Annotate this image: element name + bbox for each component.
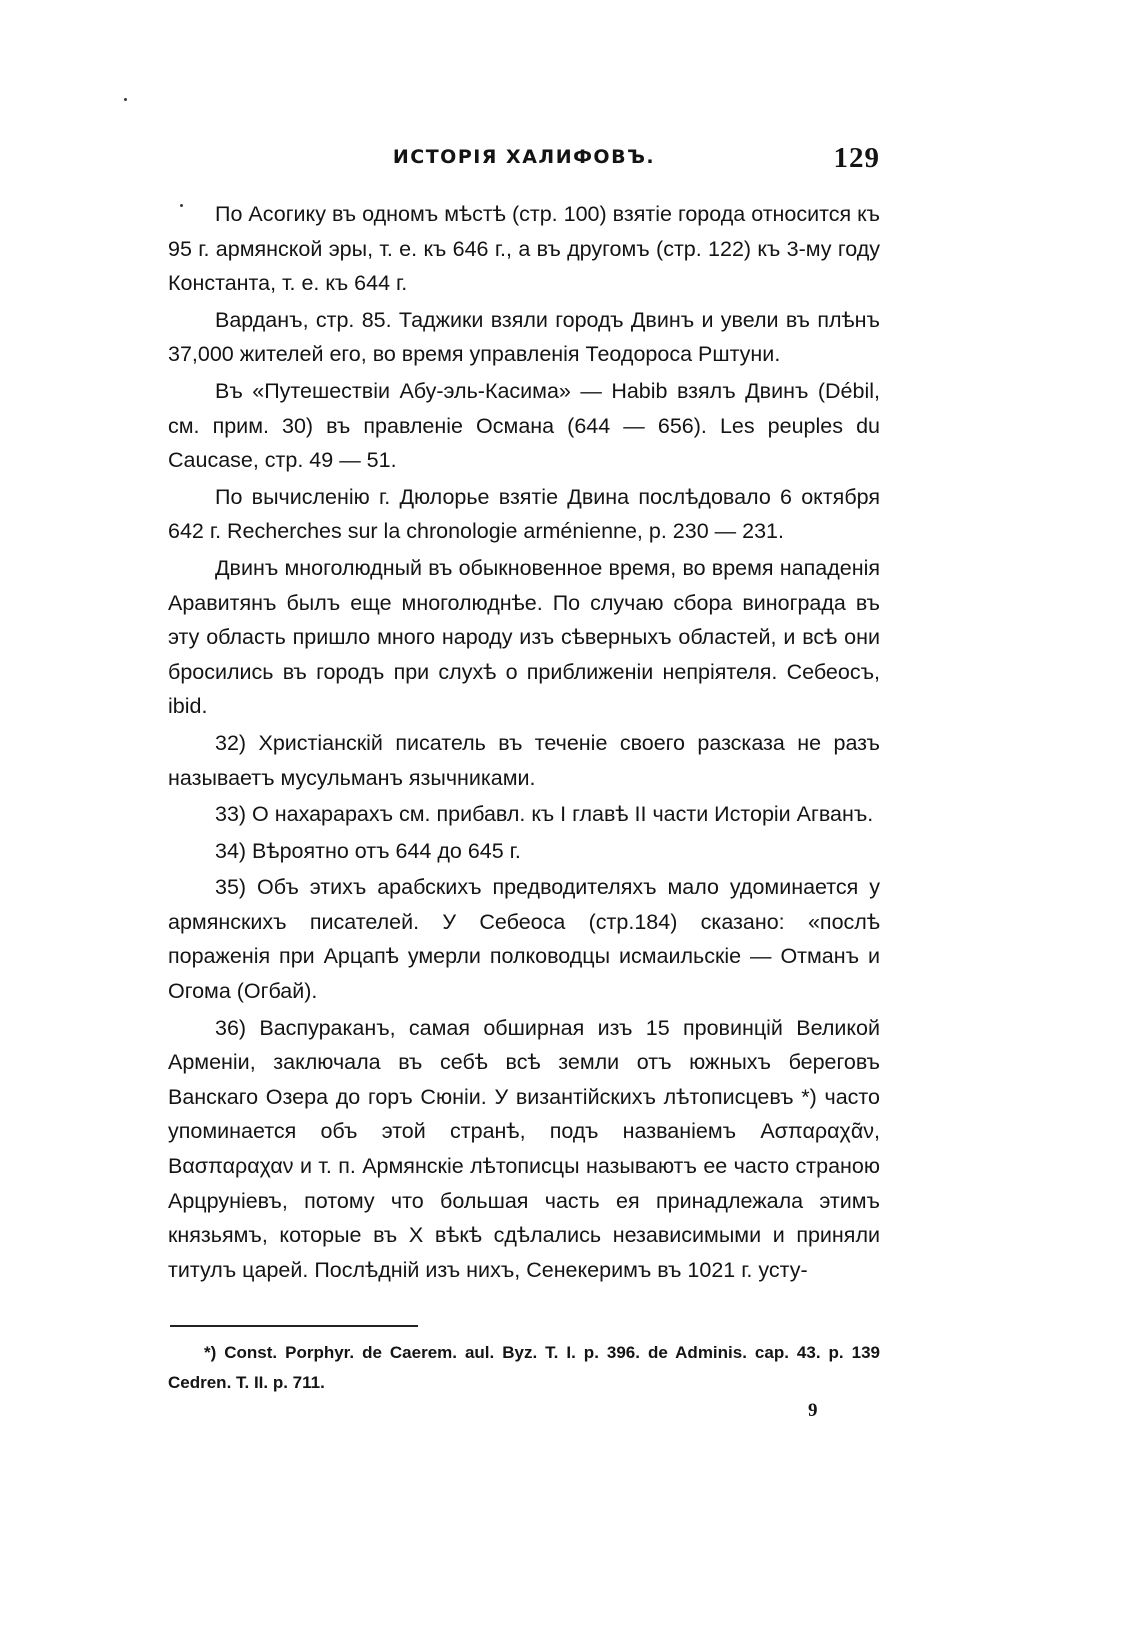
footnote: *) Const. Porphyr. de Caerem. aul. Byz. T. I. p. 396. de Adminis. cap. 43. p. 139 Cedren. T. II. p. 711. [168, 1343, 880, 1392]
note-paragraph: 34) Вѣроятно отъ 644 до 645 г. [215, 838, 521, 863]
paragraph: По Асогику въ одномъ мѣстѣ (стр. 100) взятіе города относится къ 95 г. армянской эры, т. е. къ 646 г., а въ другомъ (стр. 122) къ 3-му году Константа, т. е. къ 644 г. [168, 202, 880, 296]
footnote-rule [170, 1325, 418, 1327]
paragraph: Въ «Путешествіи Абу-эль-Касима» — Habib взялъ Двинъ (Débil, см. прим. 30) въ правленіе Османа (644 — 656). Les peuples du Caucase, стр. 49 — 51. [168, 378, 880, 473]
running-head [168, 142, 880, 178]
note-paragraph: 33) О нахарарахъ см. прибавл. къ I главѣ II части Исторіи Агванъ. [215, 802, 874, 827]
paragraph: Двинъ многолюдный въ обыкновенное время, во время нападенія Аравитянъ былъ еще многолюднѣе. По случаю сбора винограда въ эту область пришло много народу изъ сѣверныхъ областей, и всѣ они бросились въ городъ при слухѣ о приближеніи непріятеля. Себеосъ, ibid. [168, 555, 880, 719]
paragraph: По вычисленію г. Дюлорье взятіе Двина послѣдовало 6 октября 642 г. Recherches sur la chronologie arménienne, p. 230 — 231. [168, 484, 880, 544]
body-text [168, 197, 880, 1289]
note-paragraph: 36) Васпураканъ, самая обширная изъ 15 провинцій Великой Арменіи, заключала въ себѣ всѣ земли отъ южныхъ береговъ Ванскаго Озера до горъ Сюніи. У византійскихъ лѣтописцевъ *) часто упоминается объ этой странѣ, подъ названіемъ Ασπαραχᾶν, Βασπαραχαν и т. п. Армянскіе лѣтописцы называютъ ее часто страною Арцруніевъ, потому что большая часть ея принадлежала этимъ князьямъ, которые въ X вѣкѣ сдѣлались независимыми и приняли титулъ царей. Послѣдній изъ нихъ, Сенекеримъ въ 1021 г. усту- [168, 1015, 880, 1282]
signature-mark: 9 [808, 1400, 818, 1421]
page-number: 129 [833, 142, 880, 174]
paragraph: Варданъ, стр. 85. Таджики взяли городъ Двинъ и увели въ плѣнъ 37,000 жителей его, во время управленія Теодороса Рштуни. [168, 307, 880, 367]
note-paragraph: 35) Объ этихъ арабскихъ предводителяхъ мало удоминается у армянскихъ писателей. У Себеоса (стр.184) сказано: «послѣ пораженія при Арцапѣ умерли полководцы исмаильскіе — Отманъ и Огома (Огбай). [168, 875, 880, 1004]
running-title: ИСТОРІЯ ХАЛИФОВЪ. [392, 146, 656, 168]
note-paragraph: 32) Христіанскій писатель въ теченіе своего разсказа не разъ называетъ мусульманъ язычниками. [168, 730, 880, 790]
scan-speck [124, 98, 127, 101]
